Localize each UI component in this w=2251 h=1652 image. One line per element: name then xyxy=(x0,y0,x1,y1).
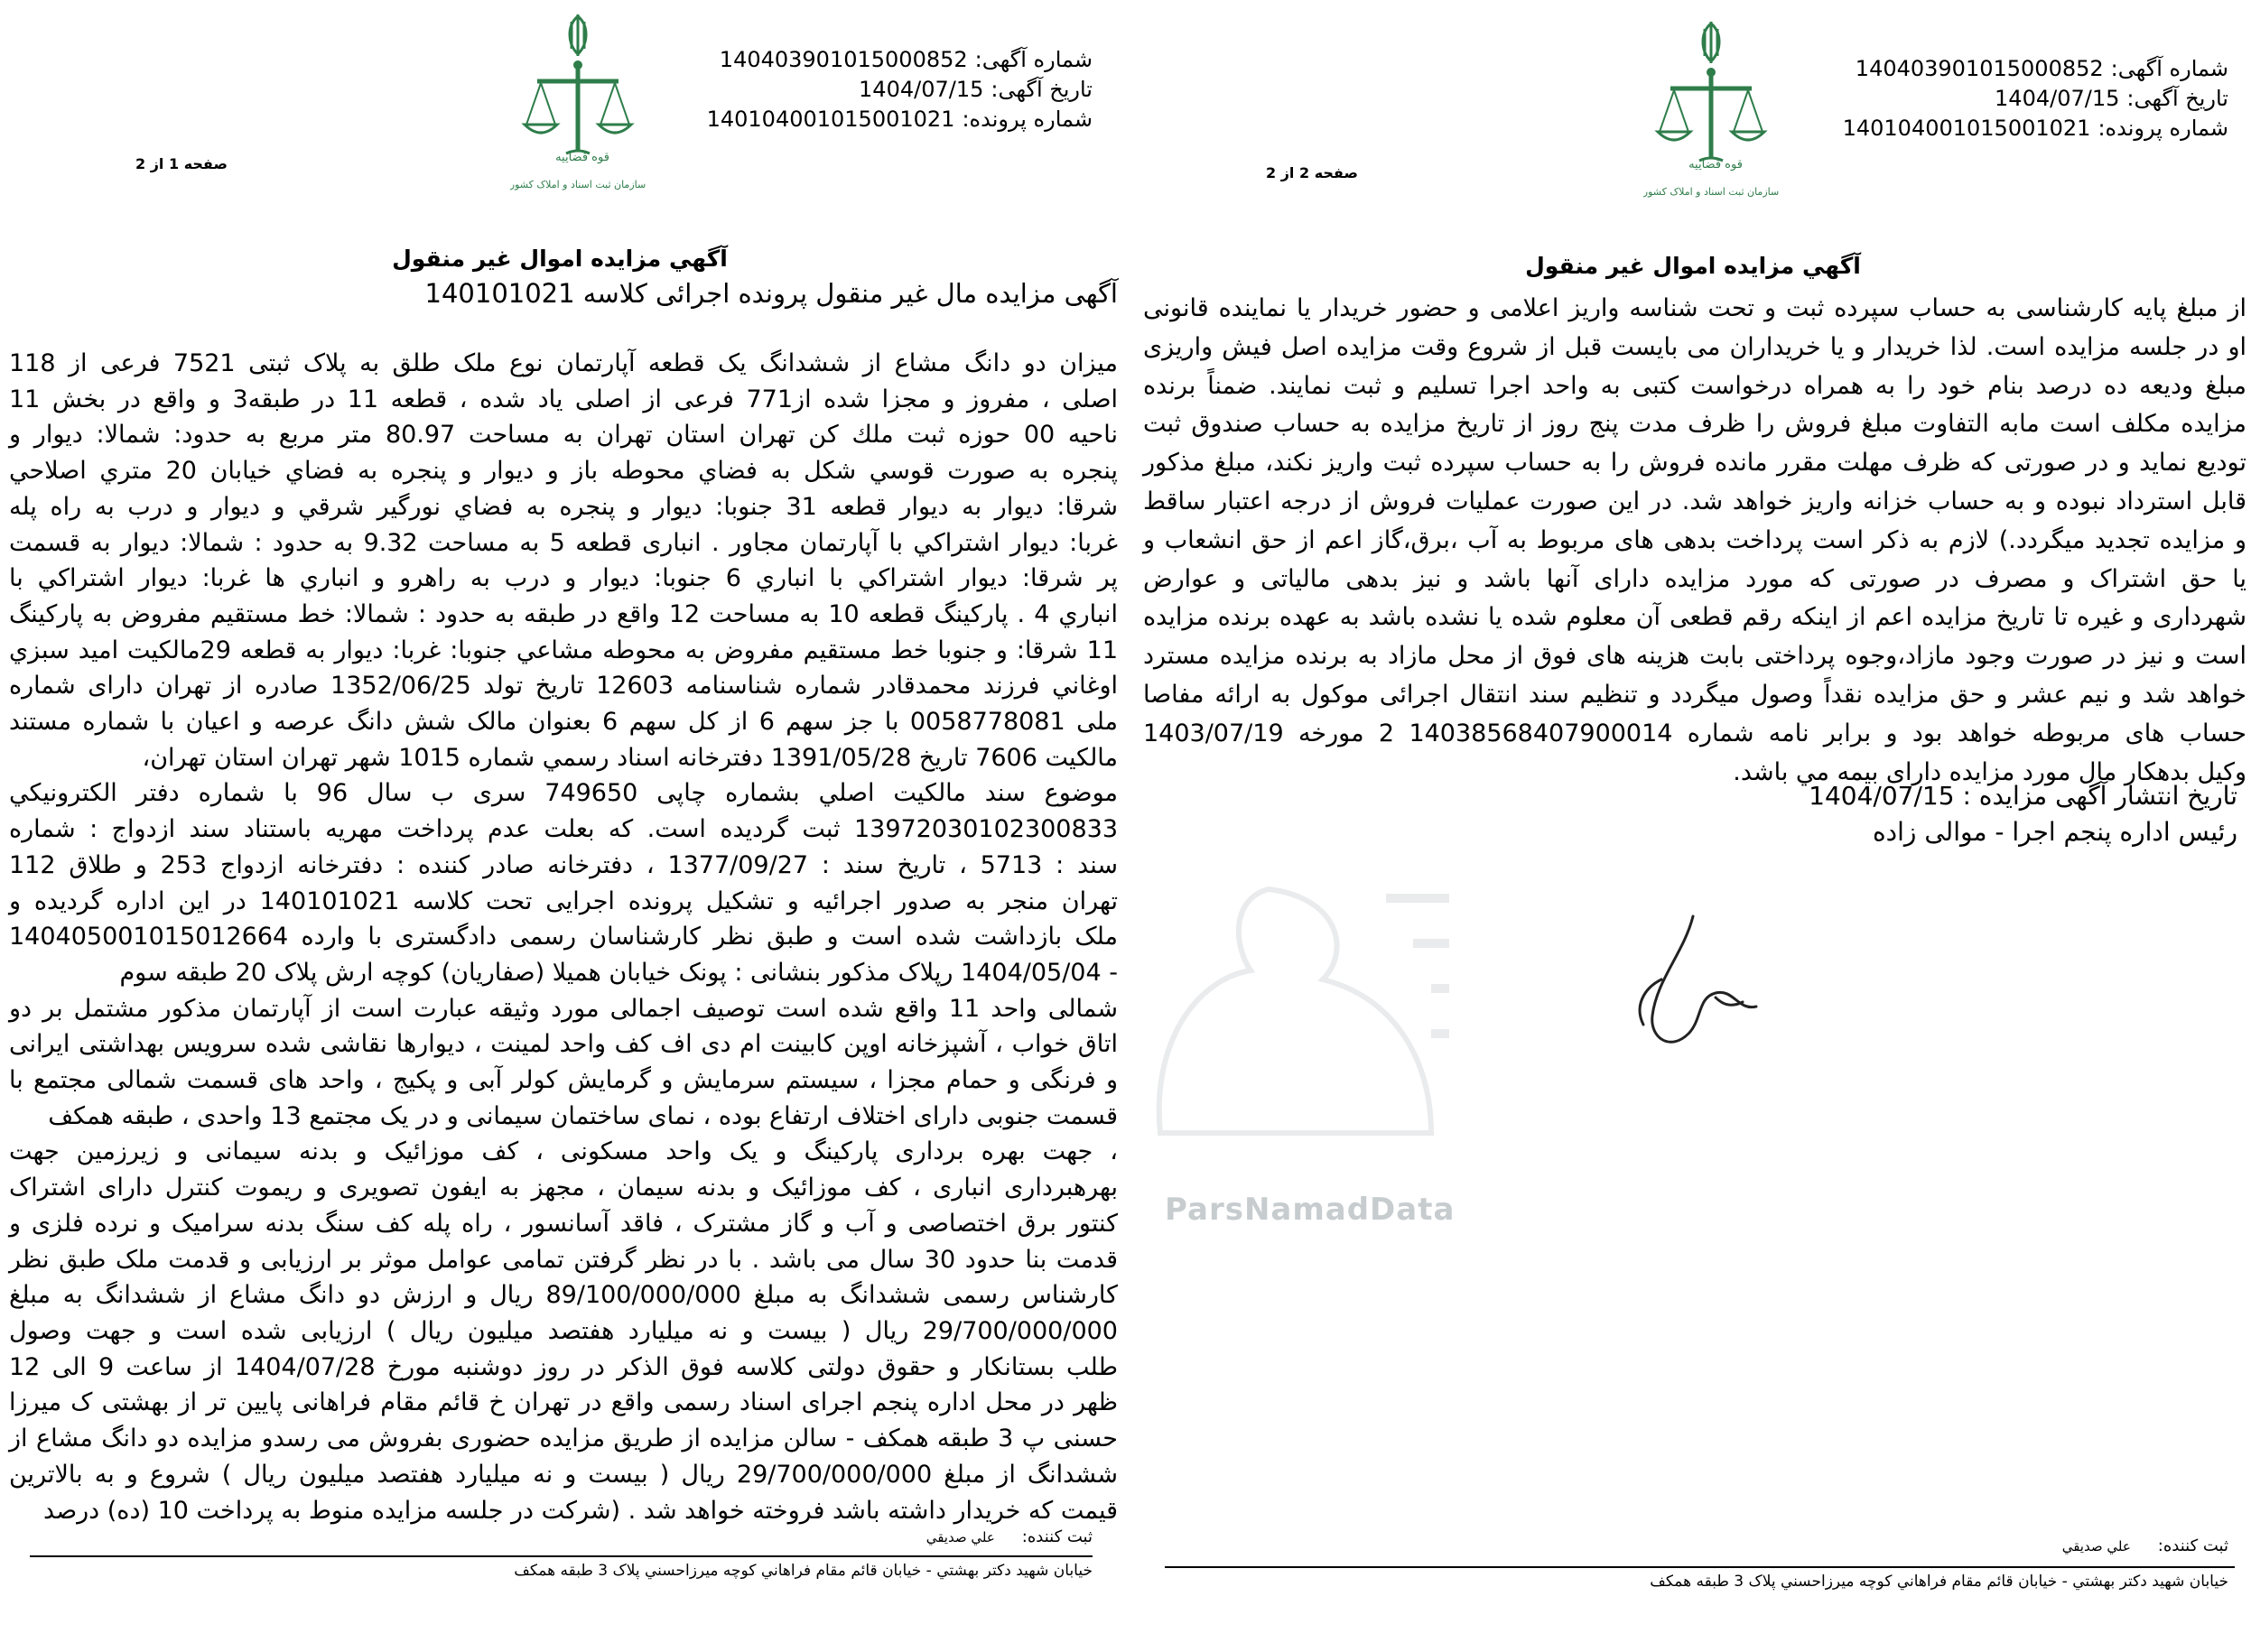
body-line: مالكيت 7606 تاریخ 1391/05/28 دفترخانه اسناد رسمي شماره 1015 شهر تهران استان تهران، xyxy=(142,743,1118,772)
registrar xyxy=(926,1527,1093,1546)
body-line: کارشناس رسمی ششدانگ به مبلغ 89/100/000/000 ریال و ارزش دو دانگ مشاع از ششدانگ به مبلغ xyxy=(9,1281,1118,1310)
body-line: ششدانگ از مبلغ 29/700/000/000 ریال ( بیست و نه میلیارد هفتصد میلیون ریال ) شروع و به بالاترین xyxy=(9,1460,1118,1489)
body-line: شمالی واحد 11 واقع شده است توصیف اجمالی مورد وثیقه عبارت است از آپارتمان مذکور مشتمل بر دو xyxy=(9,994,1118,1023)
body-line: انباري 4 . پارکینگ قطعه 10 به مساحت 12 واقع در طبقه به حدود : شمالا: خط مستقیم مفروض به پارکینگ xyxy=(9,599,1118,628)
body-line: پنجره به صورت قوسي شكل به فضاي محوطه باز و ديوار و پنجره به فضاي خيابان 20 متري اصلاحي xyxy=(9,457,1118,486)
publish-date xyxy=(1809,781,2237,811)
notice-number-label: شماره آگهی: xyxy=(974,47,1093,72)
body-line: تودیع نماید و در صورتی که ظرف مهلت مقرر مانده فروش را به حساب سپرده ثبت واریز نکند، مبلغ مذکور xyxy=(1143,449,2246,478)
body-line: 11 شرقا: و جنوبا خط مستقیم مفروض به محوطه مشاعي جنوبا: غربا: ديوار به قطعه 29مالكيت امید سبزي xyxy=(9,636,1118,664)
page-number: صفحه 1 از 2 xyxy=(135,155,228,172)
publish-date-label: تاریخ انتشار آگهی مزایده : xyxy=(1962,781,2237,811)
page-title: آگهي مزايده اموال غير منقول xyxy=(392,246,728,272)
body-line: قسمت جنوبی دارای اختلاف ارتفاع بوده ، نمای ساختمان سیمانی و در یک مجتمع 13 واحدی ، طبقه همکف xyxy=(48,1101,1118,1130)
body-line: حسنی پ 3 طبقه همکف - سالن مزایده از طریق مزایده حضوری بفروش می رسدو مزایده دو دانگ مشاع از xyxy=(9,1425,1118,1453)
body-line: یا حق اشتراک و مصرف در صورتی که مورد مزایده دارای آنها باشد و نیز بدهی مالیاتی و عوارض xyxy=(1143,564,2246,593)
body-line: اتاق خواب ، آشپزخانه اوپن کابینت ام دی اف کف واحد لمینت ، دیوارها نقاشی شده سرویس بهداشتی ایرانی xyxy=(9,1030,1118,1059)
body-line: اصلی ، مفروز و مجزا شده از771 فرعی از اصلی یاد شده ، قطعه 11 در طبقه3 و واقع در بخش 11 xyxy=(9,385,1118,413)
body-line: بهرهبرداری انباری ، کف موزائیک و بدنه سیمان ، مجهز به ایفون تصویری و ریموت کنترل دارای اشتراک xyxy=(9,1174,1118,1202)
notice-date: 1404/07/15 xyxy=(1995,86,2120,111)
judiciary-logo xyxy=(1643,16,1779,206)
page-subtitle: آگهی مزایده مال غیر منقول پرونده اجرائی کلاسه 140101021 xyxy=(424,278,1118,309)
notice-body xyxy=(9,346,1118,1528)
watermark-text: ParsNamadData xyxy=(1165,1192,1456,1228)
signature xyxy=(1607,898,1765,1070)
body-line: و مزایده تجدید میگردد.) لازم به ذکر است پرداخت بدهی های مربوط به آب ،برق،گاز اعم از حق انشعاب و xyxy=(1143,525,2246,554)
registrar-name: علي صديقي xyxy=(2061,1538,2131,1555)
notice-body xyxy=(1143,290,2246,792)
body-line: ملی 0058778081 با جز سهم 6 از کل سهم 6 بعنوان مالک شش دانگ عرصه و اعیان با شماره مستند xyxy=(9,708,1118,737)
body-line: مبلغ ودیعه ده درصد بنام خود را به همراه درخواست کتبی به واحد اجرا تسلیم و ثبت نمایند. ضمناً برنده xyxy=(1143,371,2246,400)
file-number-label: شماره پرونده: xyxy=(962,107,1093,132)
notice-number: 140403901015000852 xyxy=(719,47,968,72)
body-line: اوغاني فرزند محمدقادر شماره شناسنامه 12603 تاریخ تولد 1352/06/25 صادره از تهران دارای شماره xyxy=(9,672,1118,701)
body-line: ملک بازداشت شده است و طبق نظر کارشناسان رسمی دادگستری با وارده 140405001015012664 xyxy=(9,923,1118,951)
svg-text:سازمان ثبت اسناد و املاک کشور: سازمان ثبت اسناد و املاک کشور xyxy=(510,179,646,190)
notice-date-label: تاریخ آگهی: xyxy=(2126,86,2228,111)
file-number: 140104001015001021 xyxy=(706,107,955,132)
body-line: سند : 5713 ، تاریخ سند : 1377/09/27 ، دفترخانه صادر کننده : دفترخانه ازدواج 253 و طلاق 112 xyxy=(9,850,1118,879)
body-line: شهرداری و غیره تا تاریخ مزایده اعم از اینکه رقم قطعی آن معلوم شده یا نشده باشد به عهده برنده مزایده xyxy=(1143,603,2246,632)
body-line: طلب بستانکار و حقوق دولتی کلاسه فوق الذکر در روز دوشنبه مورخ 1404/07/28 از ساعت 9 الی 12 xyxy=(9,1352,1118,1381)
body-line: و فرنگی و حمام مجزا ، سیستم سرمایش و گرمایش کولر آبی و پکیج ، واحد های قسمت شمالی مجتمع با xyxy=(9,1066,1118,1095)
body-line: ، جهت بهره برداری پارکینگ و یک واحد مسکونی ، کف موزائیک و بدنه سیمانی و زیرزمین جهت xyxy=(9,1137,1118,1166)
body-line: حساب های مربوطه خواهد بود و برابر نامه شماره 14038568407900014 2 مورخه 1403/07/19 xyxy=(1143,719,2246,747)
body-line: پر شرقا: ديوار اشتراكي با انباري 6 جنوبا: ديوار و درب به راهرو و انباري ها غربا: ديوار اشتراكي با xyxy=(9,564,1118,593)
footer-divider xyxy=(1165,1566,2235,1568)
svg-text:قوه قضاییه: قوه قضاییه xyxy=(555,151,609,164)
body-line: وکیل بدهکار مال مورد مزایده دارای بیمه مي باشد. xyxy=(1733,757,2246,786)
body-line: شرقا: ديوار به ديوار قطعه 31 جنوبا: ديوار و پنجره به فضاي نورگير شرقي و ديوار و درب به راه پله xyxy=(9,492,1118,521)
body-line: ناحیه 00 حوزه ثبت ملك کن تهران استان تهران به مساحت 80.97 متر مربع به حدود: شمالا: دیوار و xyxy=(9,421,1118,450)
body-line: قابل استرداد نبوده و به حساب خزانه واریز خواهد شد. در این صورت عملیات فروش از درجه اعتبار ساقط xyxy=(1143,487,2246,515)
judiciary-logo xyxy=(510,9,646,199)
body-line: از مبلغ پایه کارشناسی به حساب سپرده ثبت و تحت شناسه واریز اعلامی و حضور خریدار یا نماینده قانونی xyxy=(1143,294,2246,322)
body-line: او در جلسه مزایده است. لذا خریدار و یا خریداران می بایست قبل از شروع وقت مزایده اصل فیش واریزی xyxy=(1143,332,2246,361)
office-address: خيابان شهيد دكتر بهشتي - خيابان قائم مقام فراهاني كوچه ميرزاحسني پلاک 3 طبقه همكف xyxy=(514,1562,1093,1580)
office-address: خيابان شهيد دكتر بهشتي - خيابان قائم مقام فراهاني كوچه ميرزاحسني پلاک 3 طبقه همكف xyxy=(1650,1573,2228,1591)
file-number-label: شماره پرونده: xyxy=(2098,116,2228,141)
registrar-label: ثبت کننده: xyxy=(1021,1527,1093,1546)
notice-number-label: شماره آگهی: xyxy=(2110,56,2228,81)
body-line: موضوع سند مالكيت اصلي بشماره چاپی 749650 سری ب سال 96 با شماره دفتر الكترونيكي xyxy=(9,779,1118,808)
body-line: ظهر در محل اداره پنجم اجرای اسناد رسمی واقع در تهران خ قائم مقام فراهانی پایین تر از بهشتی ک میرزا xyxy=(9,1388,1118,1417)
body-line: 13972030102300833 ثبت گردیده است. که بعلت عدم پرداخت مهریه باستناد سند ازدواج : شماره xyxy=(9,815,1118,844)
svg-text:سازمان ثبت اسناد و املاک کشور: سازمان ثبت اسناد و املاک کشور xyxy=(1643,186,1779,198)
page-number: صفحه 2 از 2 xyxy=(1266,164,1358,181)
body-line: - 1404/05/04 رپلاک مذکور بنشانی : پونک خیابان همیلا (صفاریان) کوچه ارش پلاک 20 طبقه سوم xyxy=(119,958,1118,987)
body-line: است و نیز در صورت وجود مازاد،وجوه پرداختی بابت هزینه های فوق از محل مازاد به برنده مزایده مسترد xyxy=(1143,642,2246,671)
registrar-name: علي صديقي xyxy=(926,1529,995,1545)
file-number: 140104001015001021 xyxy=(1842,116,2091,141)
notice-meta xyxy=(1843,54,2228,144)
notice-number: 140403901015000852 xyxy=(1855,56,2104,81)
notice-date-label: تاریخ آگهی: xyxy=(991,77,1093,102)
publish-date-value: 1404/07/15 xyxy=(1809,781,1955,811)
body-line: 29/700/000/000 ریال ( بیست و نه میلیارد هفتصد میلیون ریال ) ارزیابی شده است و جهت وصول xyxy=(9,1316,1118,1345)
signer-title: رئیس اداره پنجم اجرا - موالی زاده xyxy=(1872,817,2237,847)
body-line: کنتور برق اختصاصی و آب و گاز مشترک ، فاقد آسانسور ، راه پله کف سنگ بدنه سرامیک و نرده فلزی و xyxy=(9,1209,1118,1238)
body-line: غربا: ديوار اشتراكي با آپارتمان مجاور . انباری قطعه 5 به مساحت 9.32 به حدود : شمالا: ديوار به قسمت xyxy=(9,528,1118,557)
registrar xyxy=(2062,1536,2228,1555)
body-line: مزایده مکلف است مابه التفاوت مبلغ فروش را ظرف مدت پنج روز از تاریخ مزایده به حساب صندوق ثبت xyxy=(1143,410,2246,439)
registrar-label: ثبت کننده: xyxy=(2157,1536,2228,1555)
body-line: قیمت که خریدار داشته باشد فروخته خواهد شد . (شرکت در جلسه مزایده منوط به پرداخت 10 (ده) درصد xyxy=(43,1496,1118,1525)
page-title: آگهي مزايده اموال غير منقول xyxy=(1525,253,1861,279)
body-line: میزان دو دانگ مشاع از ششدانگ یک قطعه آپارتمان نوع ملک طلق به پلاک ثبتی 7521 فرعی از 118 xyxy=(9,349,1118,377)
svg-text:قوه قضاییه: قوه قضاییه xyxy=(1688,158,1743,172)
body-line: تهران منجر به صدور اجرائیه و تشکیل پرونده اجرایی تحت کلاسه 140101021 در این اداره گردیده و xyxy=(9,886,1118,915)
body-line: خواهد شد و نیم عشر و حق مزایده نقداً وصول میگردد و تنظیم سند انتقال اجرائی موکول به ارائه مفاصا xyxy=(1143,680,2246,709)
notice-meta xyxy=(707,45,1093,135)
footer-divider xyxy=(30,1555,1093,1557)
body-line: قدمت بنا حدود 30 سال می باشد . با در نظر گرفتن تمامی عوامل موثر بر ارزیابی و قدمت ملک طبق نظر xyxy=(9,1245,1118,1274)
notice-date: 1404/07/15 xyxy=(859,77,984,102)
page-2 xyxy=(1129,0,2251,1652)
